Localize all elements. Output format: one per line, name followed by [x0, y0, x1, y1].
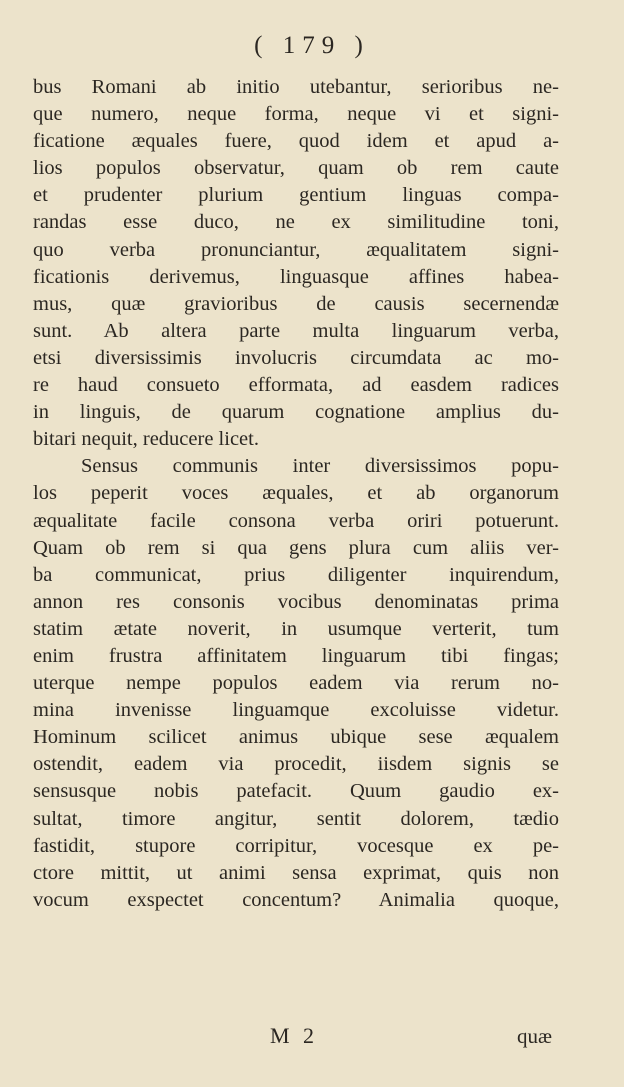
text-line: annon res consonis vocibus denominatas prima [33, 590, 559, 613]
text-line: uterque nempe populos eadem via rerum no- [33, 672, 559, 695]
text-line: los peperit voces æquales, et ab organorum [33, 482, 559, 505]
text-line: ficationis derivemus, linguasque affines habea- [33, 265, 559, 288]
body-text [33, 74, 559, 914]
text-line: randas esse duco, ne ex similitudine toni, [33, 211, 559, 234]
text-line: mus, quæ gravioribus de causis secernendæ [33, 292, 559, 315]
text-line: et prudenter plurium gentium linguas compa- [33, 184, 559, 207]
text-line: etsi diversissimis involucris circumdata ac mo- [33, 346, 559, 369]
text-line: re haud consueto efformata, ad easdem radices [33, 374, 559, 397]
text-line: quo verba pronunciantur, æqualitatem signi- [33, 238, 559, 261]
text-line: ba communicat, prius diligenter inquirendum, [33, 563, 559, 586]
text-line: Hominum scilicet animus ubique sese æqualem [33, 726, 559, 749]
text-line: que numero, neque forma, neque vi et signi- [33, 103, 559, 126]
text-line: bus Romani ab initio utebantur, serioribus ne- [33, 76, 559, 98]
text-line: ctore mittit, ut animi sensa exprimat, quis non [33, 861, 559, 884]
text-line: vocum exspectet concentum? Animalia quoque, [33, 888, 559, 911]
text-line: sensusque nobis patefacit. Quum gaudio ex- [33, 780, 559, 803]
text-line: fastidit, stupore corripitur, vocesque ex pe- [33, 834, 559, 857]
text-line: bitari nequit, reducere licet. [33, 428, 259, 451]
text-line: Sensus communis inter diversissimos popu- [81, 455, 559, 478]
text-line: mina invenisse linguamque excoluisse videtur. [33, 699, 559, 722]
text-line: sultat, timore angitur, sentit dolorem, tædio [33, 807, 559, 830]
page-number-header: ( 179 ) [254, 32, 370, 59]
text-line: in linguis, de quarum cognatione amplius du- [33, 401, 559, 424]
text-line: statim ætate noverit, in usumque verterit, tum [33, 617, 559, 640]
text-line: ficatione æquales fuere, quod idem et apud a- [33, 130, 559, 153]
text-line: sunt. Ab altera parte multa linguarum verba, [33, 319, 559, 342]
text-line: ostendit, eadem via procedit, iisdem signis se [33, 753, 559, 776]
text-line: lios populos observatur, quam ob rem caute [33, 157, 559, 180]
signature-mark: M 2 [270, 1023, 319, 1048]
paragraph-2 [33, 453, 559, 914]
text-line: enim frustra affinitatem linguarum tibi fingas; [33, 644, 559, 667]
catchword: quæ [516, 1024, 552, 1048]
text-line: æqualitate facile consona verba oriri potuerunt. [33, 509, 559, 532]
paragraph-1 [33, 74, 559, 453]
text-line: Quam ob rem si qua gens plura cum aliis ver- [33, 536, 559, 559]
